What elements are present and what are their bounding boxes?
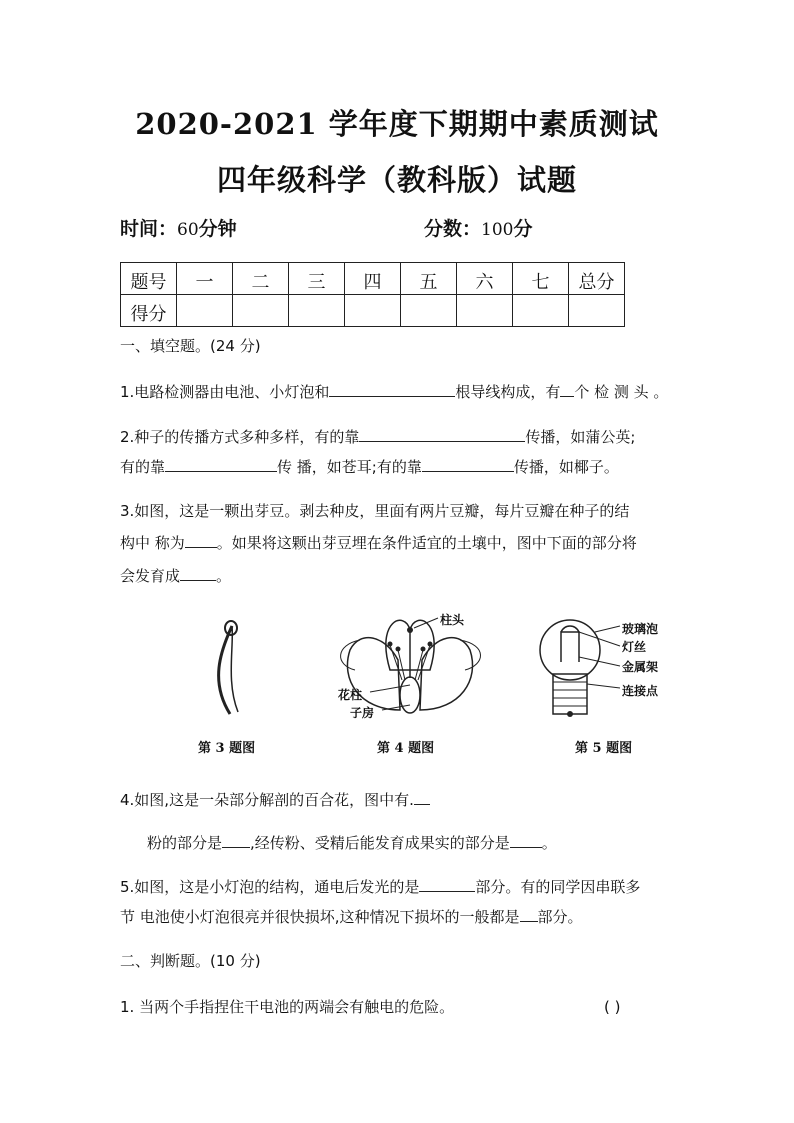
figure-5-caption: 第 5 题图 — [575, 741, 633, 756]
table-row — [121, 263, 625, 295]
anther — [388, 642, 393, 647]
table-cell: 总分 — [569, 263, 625, 295]
score-input-cell[interactable] — [513, 295, 569, 327]
figure-4-caption: 第 4 题图 — [377, 741, 435, 756]
filament — [561, 626, 579, 632]
answer-blank[interactable] — [520, 907, 538, 922]
q3-text: 。如果将这颗出芽豆埋在条件适宜的土壤中，图中下面的部分将 — [216, 534, 637, 552]
metal-frame — [561, 632, 579, 662]
glass-bulb — [540, 620, 600, 680]
question-5 — [120, 877, 640, 897]
q4-text: 4.如图,这是一朵部分解剖的百合花，图中有. — [120, 791, 414, 809]
table-cell: 题号 — [121, 263, 177, 295]
score-input-cell[interactable] — [177, 295, 233, 327]
q2-text: 传播，如蒲公英; — [525, 428, 636, 446]
table-cell: 三 — [289, 263, 345, 295]
answer-blank[interactable] — [560, 382, 574, 397]
score-table — [120, 262, 625, 327]
answer-blank[interactable] — [180, 566, 216, 581]
q1-text: 个 检 测 头 。 — [574, 383, 669, 401]
q1-text: 1.电路检测器由电池、小灯泡和 — [120, 383, 330, 401]
q4-text: 。 — [541, 834, 557, 852]
q5-text: 部分。 — [537, 908, 583, 926]
anther — [428, 642, 433, 647]
petal-edge — [460, 640, 481, 670]
label-glass-bulb: 玻璃泡 — [622, 622, 659, 636]
light-bulb-figure — [535, 612, 625, 722]
label-metal-frame: 金属架 — [622, 660, 659, 674]
answer-blank[interactable] — [185, 533, 217, 548]
section2-heading: 二、判断题。(10 分) — [120, 952, 261, 970]
petal — [420, 638, 473, 710]
question-3-line3 — [120, 566, 231, 586]
q3-text: 构中 称为 — [120, 534, 185, 552]
anther — [421, 647, 426, 652]
q2-text: 2.种子的传播方式多种多样，有的靠 — [120, 428, 360, 446]
q5-text: 5.如图，这是小灯泡的结构，通电后发光的是 — [120, 878, 420, 896]
leader-line — [370, 685, 410, 692]
question-1 — [120, 382, 668, 402]
exam-subtitle: 四年级科学（教科版）试题 — [216, 163, 577, 197]
answer-blank[interactable] — [222, 833, 250, 848]
exam-title: 2020-2021 学年度下期期中素质测试 — [135, 107, 659, 141]
score-label: 分数： — [424, 218, 482, 240]
judge-question-1: 1. 当两个手指捏住干电池的两端会有触电的危险。 — [120, 998, 455, 1016]
score-input-cell[interactable] — [569, 295, 625, 327]
bean-sprout-edge — [231, 626, 238, 712]
q3-text: 。 — [216, 567, 232, 585]
question-4-line2 — [147, 833, 557, 853]
time-unit: 分钟 — [198, 218, 237, 240]
score-unit: 分 — [513, 218, 533, 240]
answer-blank[interactable] — [165, 457, 277, 472]
answer-blank[interactable] — [329, 382, 455, 397]
q2-text: 传播，如椰子。 — [513, 458, 619, 476]
anther — [396, 647, 401, 652]
score-input-cell[interactable] — [401, 295, 457, 327]
score-info — [424, 214, 532, 241]
petal-edge — [341, 640, 360, 670]
label-ovary: 子房 — [350, 706, 375, 720]
answer-parentheses[interactable]: ( ) — [604, 998, 621, 1016]
table-cell: 一 — [177, 263, 233, 295]
table-cell: 二 — [233, 263, 289, 295]
time-value: 60 — [177, 220, 199, 240]
section1-heading: 一、填空题。(24 分) — [120, 337, 261, 355]
score-value: 100 — [481, 220, 514, 240]
score-input-cell[interactable] — [289, 295, 345, 327]
question-3: 3.如图，这是一颗出芽豆。剥去种皮，里面有两片豆瓣，每片豆瓣在种子的结 — [120, 502, 630, 520]
question-5-line2 — [120, 907, 583, 927]
label-filament: 灯丝 — [622, 640, 647, 654]
question-4 — [120, 790, 430, 810]
label-connection-point: 连接点 — [622, 684, 659, 698]
score-input-cell[interactable] — [345, 295, 401, 327]
bean-sprout-stem — [219, 626, 232, 714]
thread — [553, 682, 587, 706]
table-cell: 七 — [513, 263, 569, 295]
label-style: 花柱 — [338, 688, 363, 702]
q2-text: 传 播，如苍耳;有的靠 — [277, 458, 422, 476]
table-cell: 六 — [457, 263, 513, 295]
leader-line — [595, 626, 620, 632]
table-cell: 得分 — [121, 295, 177, 327]
score-input-cell[interactable] — [457, 295, 513, 327]
q4-text: 粉的部分是 — [147, 834, 223, 852]
answer-blank[interactable] — [359, 427, 525, 442]
q4-text: ,经传粉、受精后能发育成果实的部分是 — [250, 834, 510, 852]
answer-blank[interactable] — [510, 833, 542, 848]
q5-text: 部分。有的同学因串联多 — [475, 878, 641, 896]
answer-blank[interactable] — [422, 457, 514, 472]
table-row — [121, 295, 625, 327]
q1-text: 根导线构成，有 — [455, 383, 561, 401]
q2-text: 有的靠 — [120, 458, 166, 476]
q3-text: 会发育成 — [120, 567, 181, 585]
score-input-cell[interactable] — [233, 295, 289, 327]
time-label: 时间： — [120, 218, 178, 240]
table-cell: 五 — [401, 263, 457, 295]
q5-text: 节 电池使小灯泡很亮并很快损坏,这种情况下损坏的一般都是 — [120, 908, 520, 926]
answer-blank[interactable] — [414, 790, 430, 805]
stigma — [407, 627, 413, 633]
time-info — [120, 214, 237, 241]
sprouted-bean-figure — [200, 612, 260, 722]
contact-point — [567, 711, 573, 717]
leader-line — [587, 684, 620, 688]
question-2 — [120, 427, 635, 447]
table-cell: 四 — [345, 263, 401, 295]
leader-line — [414, 618, 438, 628]
ovary — [400, 677, 420, 713]
figure-3-caption: 第 3 题图 — [198, 741, 256, 756]
label-stigma: 柱头 — [440, 613, 465, 627]
answer-blank[interactable] — [419, 877, 475, 892]
question-3-line2 — [120, 533, 637, 553]
question-2-line2 — [120, 457, 619, 477]
